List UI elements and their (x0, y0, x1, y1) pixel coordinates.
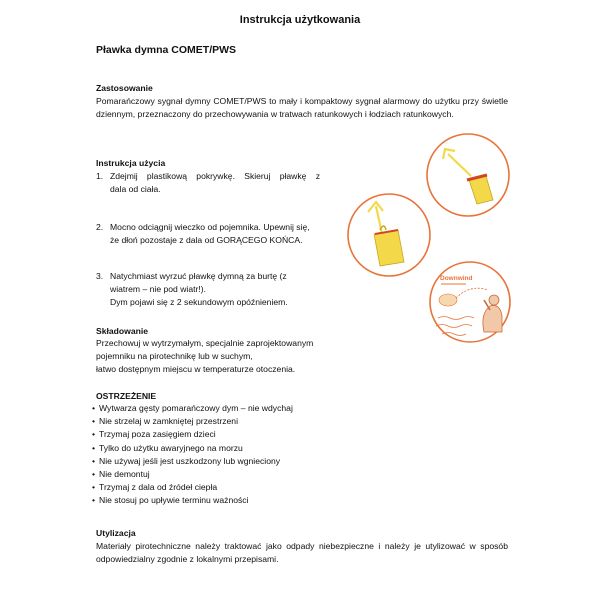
warning-item: • Nie strzelaj w zamkniętej przestrzeni (92, 415, 293, 428)
application-heading: Zastosowanie (96, 83, 153, 93)
step-3-line-2: wiatrem – nie pod wiatr!). (110, 284, 206, 294)
document-title: Instrukcja użytkowania (239, 14, 361, 26)
storage-heading: Składowanie (96, 326, 149, 336)
step-3-illustration (428, 260, 512, 344)
step-1-circle (427, 134, 509, 216)
step-2-text (110, 221, 338, 247)
step-2-illustration (346, 192, 432, 278)
storage-text (96, 337, 313, 376)
warning-heading: OSTRZEŻENIE (96, 391, 157, 401)
person-head-icon (489, 295, 499, 305)
warning-item: • Tylko do użytku awaryjnego na morzu (92, 442, 293, 455)
step-2-line-2: że dłoń pozostaje z dala od GORĄCEGO KOŃCA. (110, 235, 303, 245)
step-3-line-3: Dym pojawi się z 2 sekundowym opóźnieniem. (110, 297, 288, 307)
smoke-cloud-icon (439, 294, 457, 306)
step-3-number: 3. (96, 271, 104, 281)
warning-item: • Nie stosuj po upływie terminu ważności (92, 494, 293, 507)
warning-item: • Nie demontuj (92, 468, 293, 481)
step-3-text (110, 270, 350, 309)
warning-item: • Trzymaj poza zasięgiem dzieci (92, 428, 293, 441)
warning-list (92, 402, 293, 508)
warning-item: • Trzymaj z dala od źródeł ciepła (92, 481, 293, 494)
storage-line-3: łatwo dostępnym miejscu w temperaturze otoczenia. (96, 364, 296, 374)
step-2-number: 2. (96, 222, 104, 232)
step-1-line-2: dala od ciała. (110, 184, 161, 194)
instructions-heading: Instrukcja użycia (96, 158, 166, 168)
step-1-text (110, 170, 320, 196)
storage-line-1: Przechowuj w wytrzymałym, specjalnie zaprojektowanym (96, 338, 314, 348)
warning-item: • Nie używaj jeśli jest uszkodzony lub wgnieciony (92, 455, 293, 468)
step-1-number: 1. (96, 171, 104, 181)
step-2-line-1: Mocno odciągnij wieczko od pojemnika. Upewnij się, (110, 222, 310, 232)
step-3-line-1: Natychmiast wyrzuć pławkę dymną za burtę (z (110, 271, 287, 281)
disposal-text: Materiały pirotechniczne należy traktować jako odpady niebezpieczne i należy je utylizować w sposób odpowiedzialny zgodnie z lokalnymi przepisami. (96, 541, 508, 564)
storage-line-2: pojemniku na pirotechnikę lub w suchym, (96, 351, 253, 361)
application-text: Pomarańczowy sygnał dymny COMET/PWS to mały i kompaktowy sygnał alarmowy do użytku przy świetle dziennym, przeznaczony do przechowywania w tratwach ratunkowych i łodziach ratunkowych. (96, 96, 508, 119)
step-1-illustration (425, 132, 511, 218)
downwind-label: Downwind (440, 275, 473, 282)
disposal-heading: Utylizacja (96, 528, 136, 538)
step-1-line-1: Zdejmij plastikową pokrywkę. Skieruj pławkę z (110, 171, 320, 181)
product-name: Pławka dymna COMET/PWS (96, 44, 237, 56)
warning-item: • Wytwarza gęsty pomarańczowy dym – nie wdychaj (92, 402, 293, 415)
